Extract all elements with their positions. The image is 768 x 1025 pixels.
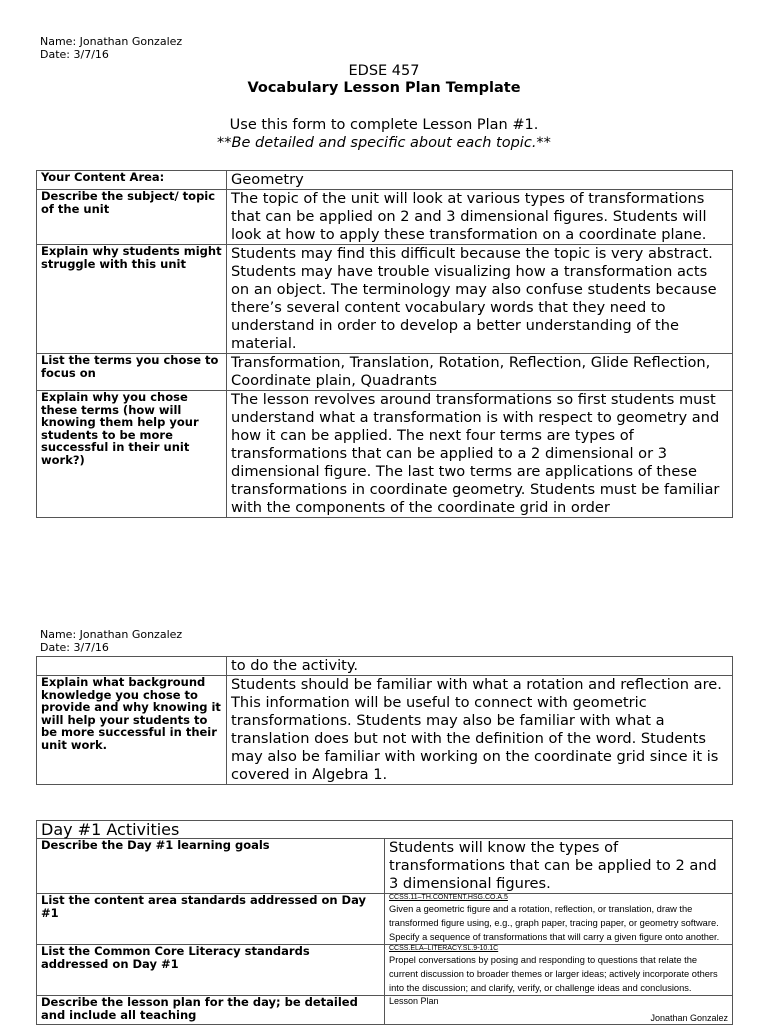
row-label: Explain why students might struggle with this unit	[37, 245, 227, 354]
table-row	[37, 657, 733, 676]
lesson-plan-author: Jonathan Gonzalez	[650, 1013, 728, 1023]
row-value: to do the activity.	[227, 657, 733, 676]
row-value: Students may find this difficult because the topic is very abstract. Students may have trouble visualizing how a transformation acts on an object. The terminology may also confuse students because there’s several content vocabulary words that they need to understand in order to develop a better understanding of the material.	[227, 245, 733, 354]
table-row	[37, 676, 733, 785]
row-label: Explain why you chose these terms (how will knowing them help your students to be more successful in their unit work?)	[37, 391, 227, 518]
table-row	[37, 945, 733, 996]
standard-text: Propel conversations by posing and responding to questions that relate the current discussion to broader themes or larger ideas; actively incorporate others into the discussion; and clarify, verify, or challenge ideas and conclusions.	[389, 955, 718, 993]
day-activities-table	[36, 820, 733, 1025]
table-row	[37, 190, 733, 245]
row-label: List the content area standards addressed on Day #1	[37, 894, 385, 945]
row-value: The topic of the unit will look at various types of transformations that can be applied on 2 and 3 dimensional figures. Students will look at how to apply these transformation on a coordinate plane.	[227, 190, 733, 245]
row-value	[385, 894, 733, 945]
author-name-2: Name: Jonathan Gonzalez	[40, 628, 183, 641]
table-row	[37, 354, 733, 391]
lesson-plan-heading: Lesson Plan	[389, 996, 439, 1006]
row-value: Geometry	[227, 171, 733, 190]
date: Date: 3/7/16	[40, 48, 109, 61]
row-value: Transformation, Translation, Rotation, Reflection, Glide Reflection, Coordinate plain, Quadrants	[227, 354, 733, 391]
lesson-plan-table-1	[36, 170, 733, 518]
standard-text: Given a geometric figure and a rotation, reflection, or translation, draw the transformed figure using, e.g., graph paper, tracing paper, or geometry software. Specify a sequence of transformations that will carry a given figure onto another.	[389, 904, 720, 942]
instruction-line-1: Use this form to complete Lesson Plan #1.	[229, 117, 539, 133]
table-row	[37, 894, 733, 945]
table-row	[37, 171, 733, 190]
day-title: Day #1 Activities	[37, 821, 733, 839]
standard-code: CCSS.ELA–LITERACY.SL.9-10.1C	[389, 945, 499, 952]
table-row	[37, 391, 733, 518]
row-value	[385, 945, 733, 996]
row-value: The lesson revolves around transformations so first students must understand what a transformation is with respect to geometry and how it can be applied. The next four terms are types of transformations that can be applied to a 2 dimensional or 3 dimensional figure. The last two terms are applications of these transformations in coordinate geometry. Students must be familiar with the components of the coordinate grid in order	[227, 391, 733, 518]
row-label: Describe the Day #1 learning goals	[37, 839, 385, 894]
table-row	[37, 996, 733, 1025]
row-label	[37, 657, 227, 676]
row-label: Describe the subject/ topic of the unit	[37, 190, 227, 245]
row-label: Explain what background knowledge you chose to provide and why knowing it will help your students to be more successful in their unit work.	[37, 676, 227, 785]
row-value: Students should be familiar with what a rotation and reflection are. This information will be useful to connect with geometric transformations. Students may also be familiar with what a translation does but not with the definition of the word. Students may also be familiar with working on the coordinate grid since it is covered in Algebra 1.	[227, 676, 733, 785]
row-label: Describe the lesson plan for the day; be detailed and include all teaching	[37, 996, 385, 1025]
row-value: Students will know the types of transformations that can be applied to 2 and 3 dimensional figures.	[385, 839, 733, 894]
table-row	[37, 839, 733, 894]
row-value	[385, 996, 733, 1025]
standard-code: CCSS.11–TH.CONTENT.HSG.CO.A.5	[389, 894, 508, 901]
page-title: Vocabulary Lesson Plan Template	[247, 80, 521, 96]
row-label: Your Content Area:	[37, 171, 227, 190]
table-row	[37, 245, 733, 354]
row-label: List the Common Core Literacy standards addressed on Day #1	[37, 945, 385, 996]
instruction-line-2: **Be detailed and specific about each topic.**	[217, 135, 551, 151]
author-name: Name: Jonathan Gonzalez	[40, 35, 183, 48]
date-2: Date: 3/7/16	[40, 641, 109, 654]
lesson-plan-table-2	[36, 656, 733, 785]
row-label: List the terms you chose to focus on	[37, 354, 227, 391]
course-code: EDSE 457	[348, 63, 420, 79]
table-row	[37, 821, 733, 839]
